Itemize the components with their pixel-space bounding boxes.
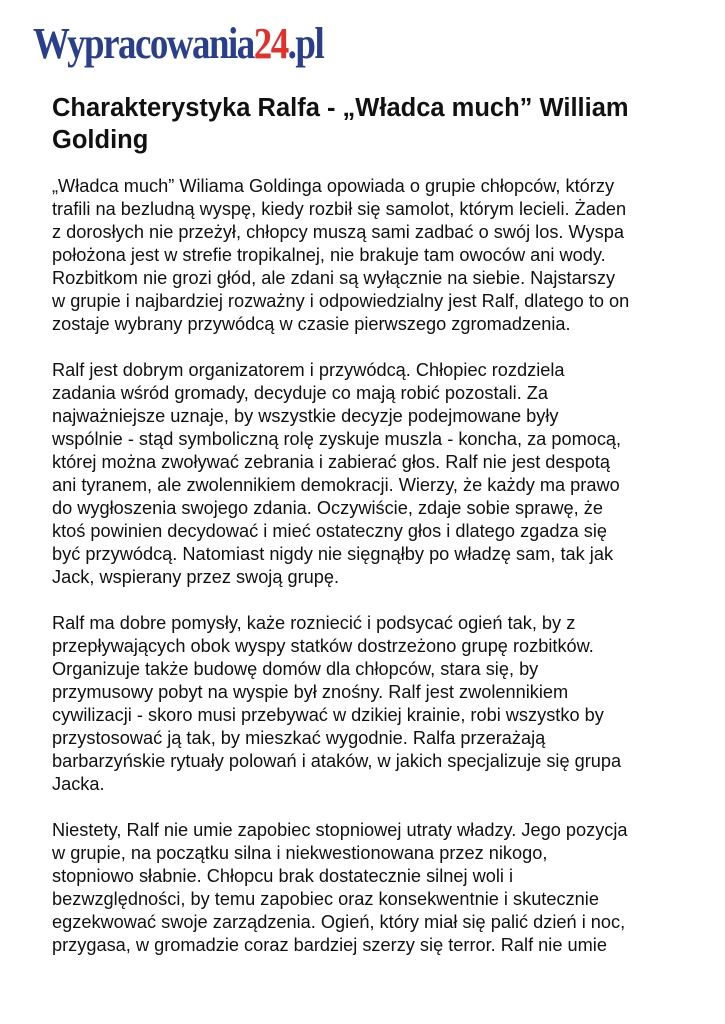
text-line: najważniejsze uznaje, by wszystkie decyzje podejmowane były	[52, 406, 559, 426]
document-body	[52, 175, 680, 980]
text-line: w grupie, na początku silna i niekwestionowana przez nikogo,	[52, 843, 548, 863]
text-line: Ralf jest dobrym organizatorem i przywódcą. Chłopiec rozdziela	[52, 360, 565, 380]
text-line: wspólnie - stąd symboliczną rolę zyskuje muszla - koncha, za pomocą,	[52, 429, 622, 449]
text-line: być przywódcą. Natomiast nigdy nie sięgnąłby po władzę sam, tak jak	[52, 544, 614, 564]
text-line: Niestety, Ralf nie umie zapobiec stopniowej utraty władzy. Jego pozycja	[52, 820, 628, 840]
paragraph-3	[52, 612, 680, 796]
text-line: której można zwoływać zebrania i zabierać głos. Ralf nie jest despotą	[52, 452, 611, 472]
text-line: barbarzyńskie rytuały polowań i ataków, w jakich specjalizuje się grupa	[52, 751, 622, 771]
logo-main-text: Wypracowania	[33, 19, 254, 68]
text-line: cywilizacji - skoro musi przebywać w dzikiej krainie, robi wszystko by	[52, 705, 604, 725]
text-line: przepływających obok wyspy statków dostrzeżono grupę rozbitków.	[52, 636, 594, 656]
text-line: ani tyranem, ale zwolennikiem demokracji. Wierzy, że każdy ma prawo	[52, 475, 620, 495]
text-line: „Władca much” Wiliama Goldinga opowiada o grupie chłopców, którzy	[52, 176, 615, 196]
text-line: położona jest w strefie tropikalnej, nie brakuje tam owoców ani wody.	[52, 245, 606, 265]
text-line: Rozbitkom nie grozi głód, ale zdani są wyłącznie na siebie. Najstarszy	[52, 268, 616, 288]
text-line: ktoś powinien decydować i mieć ostateczny głos i dlatego zgadza się	[52, 521, 608, 541]
text-line: przymusowy pobyt na wyspie był znośny. Ralf jest zwolennikiem	[52, 682, 569, 702]
text-line: w grupie i najbardziej rozważny i odpowiedzialny jest Ralf, dlatego to on	[52, 291, 630, 311]
text-line: bezwzględności, by temu zapobiec oraz konsekwentnie i skutecznie	[52, 889, 599, 909]
paragraph-1	[52, 175, 680, 336]
text-line: z dorosłych nie przeżył, chłopcy muszą sami zadbać o swój los. Wyspa	[52, 222, 624, 242]
text-line: egzekwować swoje zarządzenia. Ogień, który miał się palić dzień i noc,	[52, 912, 626, 932]
text-line: przystosować ją tak, by mieszkać wygodnie. Ralfa przerażają	[52, 728, 546, 748]
text-line: Jacka.	[52, 774, 105, 794]
text-line: do wygłoszenia swojego zdania. Oczywiście, zdaje sobie sprawę, że	[52, 498, 603, 518]
logo-number: 24	[253, 19, 288, 68]
text-line: przygasa, w gromadzie coraz bardziej szerzy się terror. Ralf nie umie	[52, 935, 607, 955]
paragraph-2	[52, 359, 680, 589]
text-line: stopniowo słabnie. Chłopcu brak dostatecznie silnej woli i	[52, 866, 514, 886]
site-logo[interactable]	[33, 18, 323, 70]
text-line: Organizuje także budowę domów dla chłopców, stara się, by	[52, 659, 539, 679]
text-line: zadania wśród gromady, decyduje co mają robić pozostali. Za	[52, 383, 549, 403]
paragraph-4	[52, 819, 680, 957]
document-title: Charakterystyka Ralfa - „Władca much” William Golding	[52, 94, 629, 154]
text-line: zostaje wybrany przywódcą w czasie pierwszego zgromadzenia.	[52, 314, 571, 334]
logo-domain-suffix: .pl	[287, 19, 324, 68]
text-line: Jack, wspierany przez swoją grupę.	[52, 567, 340, 587]
text-line: trafili na bezludną wyspę, kiedy rozbił się samolot, którym lecieli. Żaden	[52, 199, 627, 219]
text-line: Ralf ma dobre pomysły, każe rozniecić i podsycać ogień tak, by z	[52, 613, 576, 633]
